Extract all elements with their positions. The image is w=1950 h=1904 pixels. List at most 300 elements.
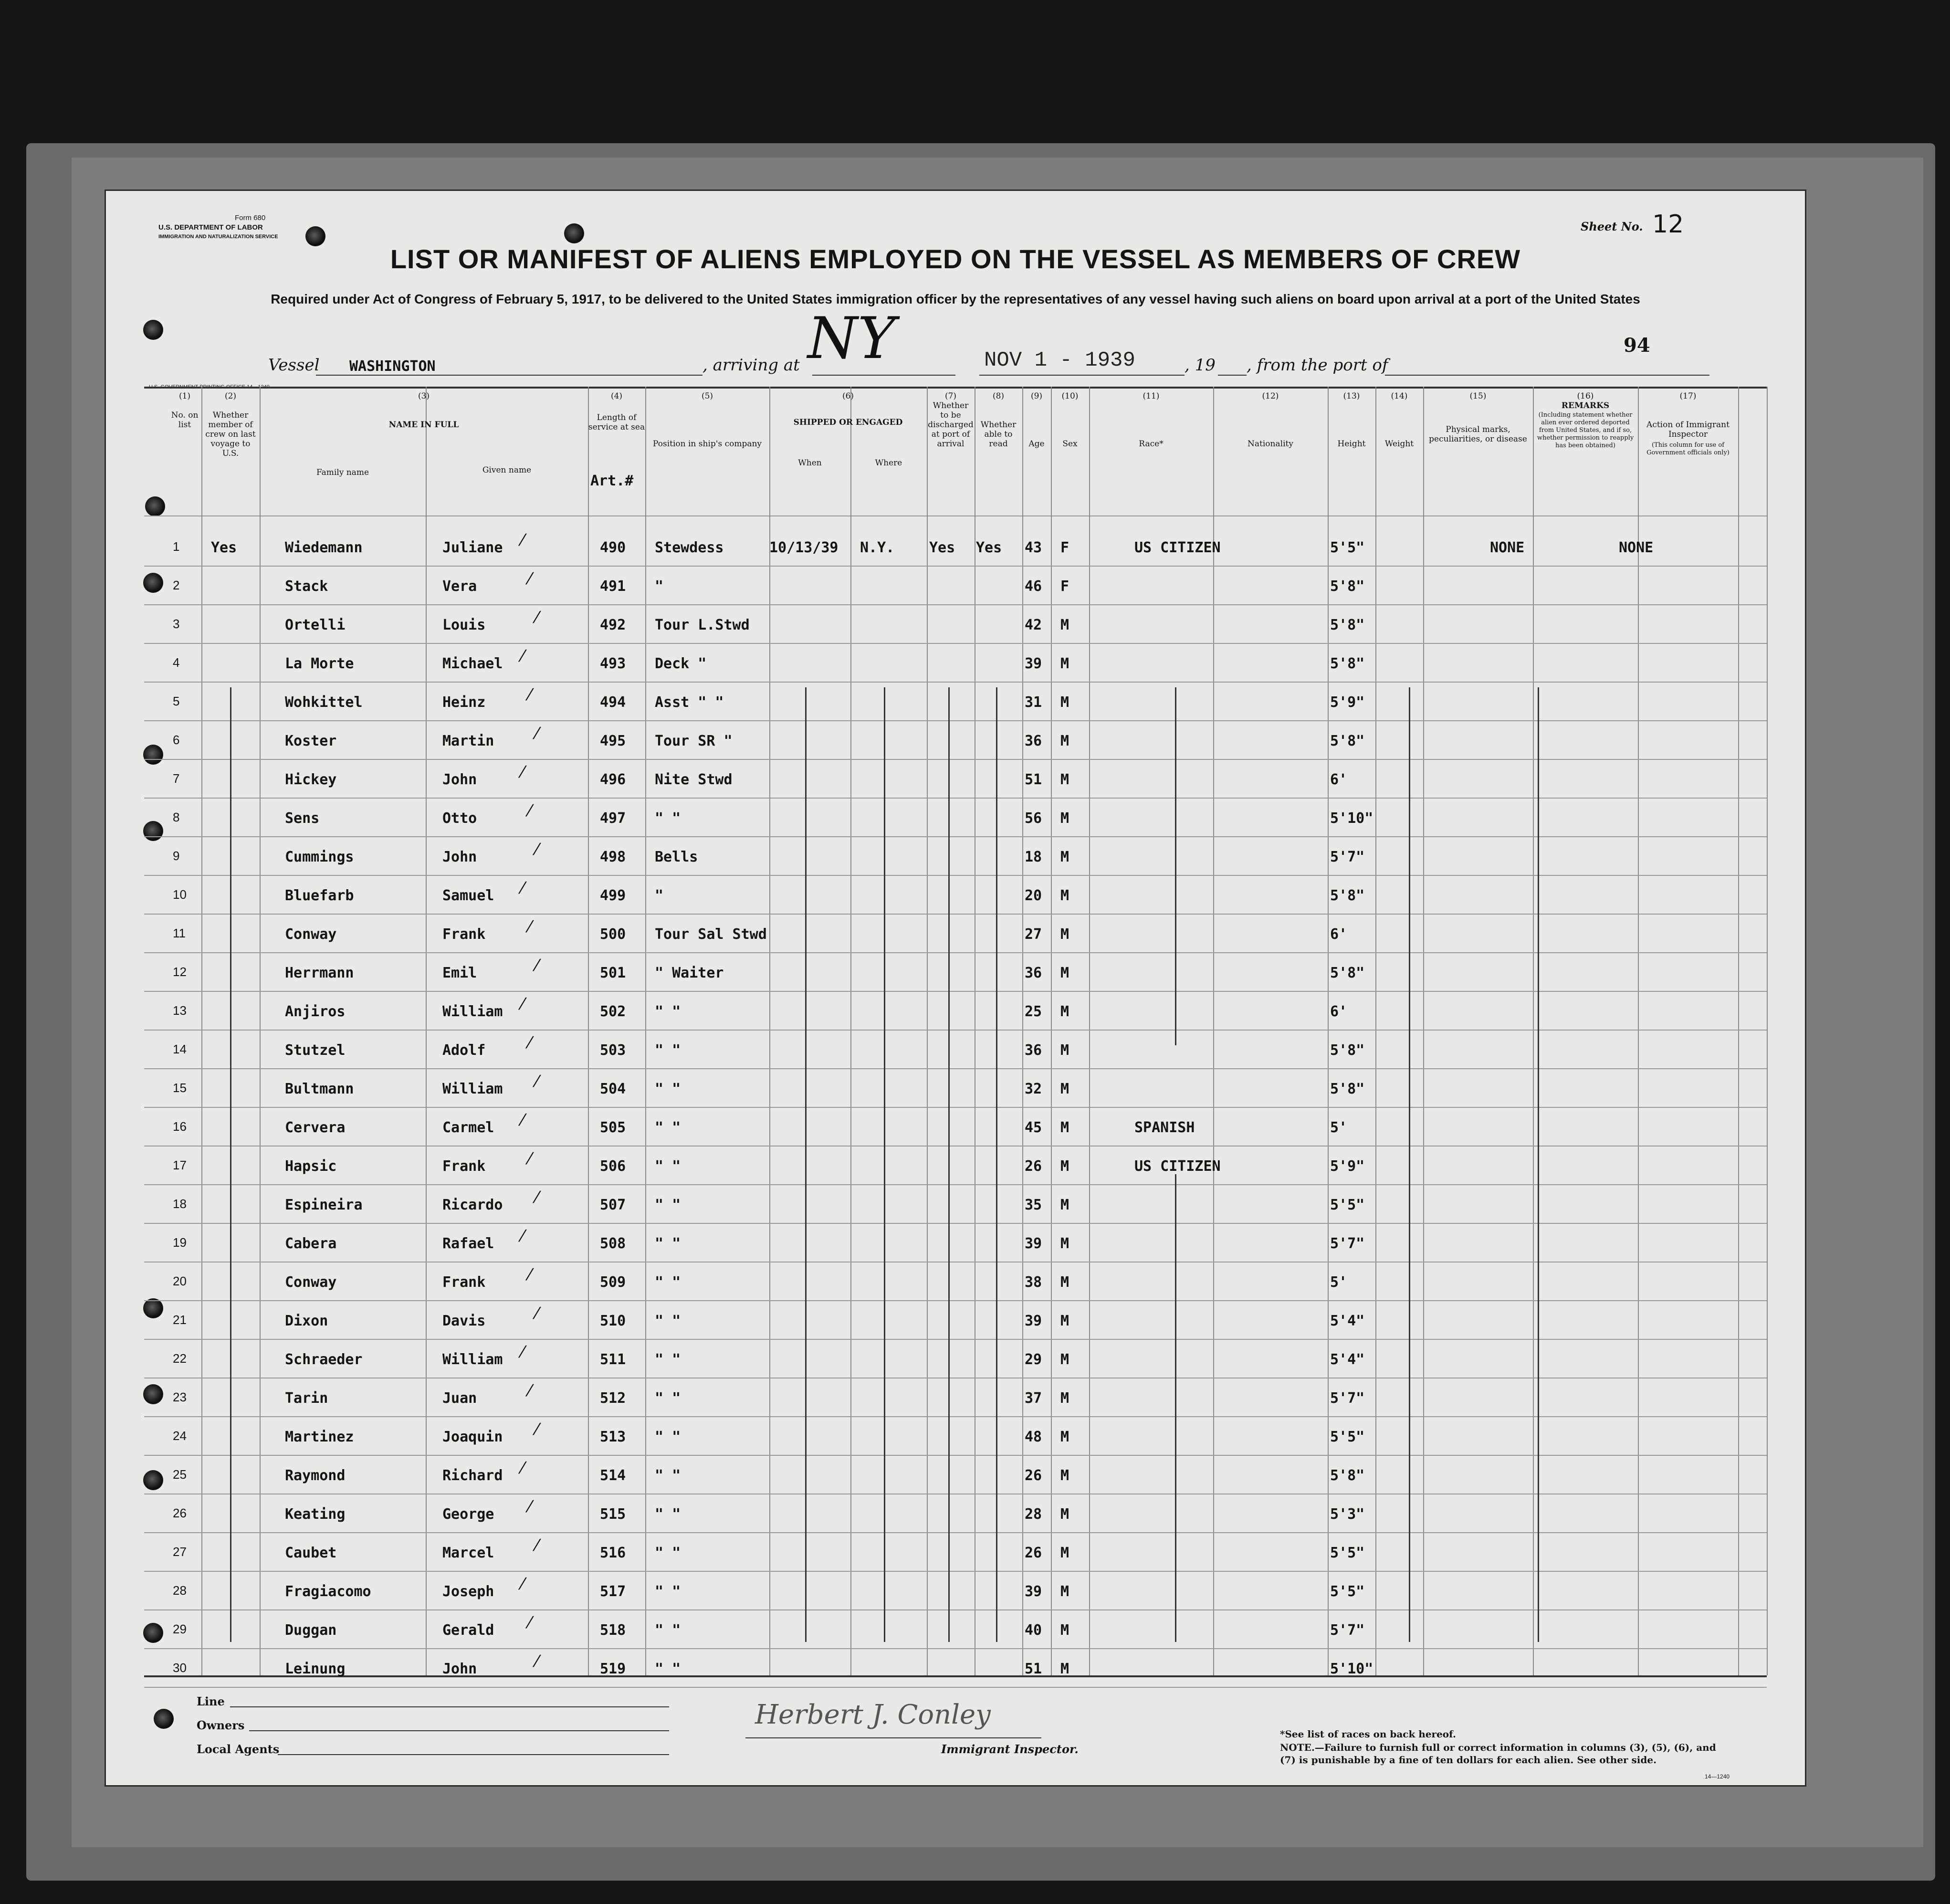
age-cell: 26 <box>1025 1467 1042 1484</box>
table-row <box>106 647 1805 684</box>
header-when: When <box>798 458 822 468</box>
sex-cell: M <box>1060 1467 1069 1484</box>
check-tick-icon: ⁄ <box>535 1536 538 1555</box>
header-physical-marks: Physical marks, peculiarities, or disease <box>1429 425 1527 444</box>
row-number: 18 <box>173 1197 187 1211</box>
age-cell: 51 <box>1025 1661 1042 1677</box>
service-cell: 498 <box>600 849 626 865</box>
footer-owners-label: Owners <box>197 1718 245 1732</box>
height-cell: 5'9" <box>1330 1158 1365 1175</box>
family-name-cell: Cabera <box>285 1235 337 1252</box>
row-number: 12 <box>173 965 187 979</box>
sex-cell: F <box>1060 578 1069 595</box>
service-cell: 506 <box>600 1158 626 1175</box>
header-position: Position in ship's company <box>652 439 762 449</box>
given-name-cell: Carmel <box>442 1119 494 1136</box>
family-name-cell: Hapsic <box>285 1158 337 1175</box>
check-tick-icon: ⁄ <box>528 685 531 705</box>
given-name-cell: Martin <box>442 733 494 749</box>
table-row <box>106 1381 1805 1419</box>
check-tick-icon: ⁄ <box>535 1420 538 1439</box>
service-cell: 516 <box>600 1545 626 1561</box>
height-cell: 5'5" <box>1330 1197 1365 1213</box>
vessel-name: WASHINGTON <box>349 358 436 375</box>
age-cell: 25 <box>1025 1003 1042 1020</box>
age-cell: 20 <box>1025 887 1042 904</box>
race-cell: US CITIZEN <box>1134 539 1221 556</box>
age-cell: 43 <box>1025 539 1042 556</box>
position-cell: " " <box>655 1003 681 1020</box>
remarks-cell: NONE <box>1619 539 1654 556</box>
age-cell: 56 <box>1025 810 1042 827</box>
height-cell: 5'4" <box>1330 1313 1365 1329</box>
age-cell: 51 <box>1025 771 1042 788</box>
sheet-no-label: Sheet No. <box>1581 220 1643 233</box>
check-tick-icon: ⁄ <box>528 1265 531 1284</box>
header-bottom-rule <box>144 515 1767 516</box>
sex-cell: M <box>1060 849 1069 865</box>
marks-cell: NONE <box>1490 539 1525 556</box>
service-cell: 492 <box>600 617 626 633</box>
family-name-cell: Cervera <box>285 1119 346 1136</box>
given-name-cell: Gerald <box>442 1622 494 1639</box>
inspector-signature: Herbert J. Conley <box>755 1699 991 1730</box>
check-tick-icon: ⁄ <box>535 840 538 859</box>
row-number: 13 <box>173 1003 187 1018</box>
service-cell: 510 <box>600 1313 626 1329</box>
sex-cell: F <box>1060 539 1069 556</box>
col-number: (10) <box>1061 391 1079 401</box>
given-name-cell: Emil <box>442 965 477 981</box>
age-cell: 42 <box>1025 617 1042 633</box>
given-name-cell: Joaquin <box>442 1429 503 1445</box>
family-name-cell: Fragiacomo <box>285 1583 371 1600</box>
check-tick-icon: ⁄ <box>528 1149 531 1168</box>
position-cell: " " <box>655 1429 681 1445</box>
service-cell: 500 <box>600 926 626 943</box>
age-cell: 48 <box>1025 1429 1042 1445</box>
position-cell: Tour Sal Stwd <box>655 926 767 943</box>
table-row <box>106 724 1805 761</box>
sex-cell: M <box>1060 1274 1069 1291</box>
footer-agents-label: Local Agents <box>197 1742 280 1756</box>
col-number: (16) <box>1577 391 1594 401</box>
header-action-sub: (This column for use of Government officials only) <box>1646 442 1730 456</box>
given-name-cell: Michael <box>442 655 503 672</box>
check-tick-icon: ⁄ <box>521 531 524 550</box>
table-row <box>106 995 1805 1032</box>
age-cell: 36 <box>1025 733 1042 749</box>
family-name-cell: Anjiros <box>285 1003 346 1020</box>
age-cell: 39 <box>1025 1235 1042 1252</box>
check-tick-icon: ⁄ <box>528 1497 531 1516</box>
row-number: 30 <box>173 1661 187 1675</box>
table-row <box>106 685 1805 723</box>
age-cell: 39 <box>1025 1583 1042 1600</box>
family-name-cell: Stutzel <box>285 1042 346 1059</box>
signature-underline <box>745 1737 1041 1738</box>
table-row <box>106 917 1805 955</box>
family-name-cell: Keating <box>285 1506 346 1523</box>
header-remarks: REMARKS <box>1561 401 1610 410</box>
row-number: 29 <box>173 1622 187 1636</box>
header-length-service: Length of service at sea <box>588 413 645 432</box>
footer-code: 14—1240 <box>1705 1773 1730 1780</box>
punch-hole-icon <box>564 223 584 243</box>
position-cell: " " <box>655 1390 681 1407</box>
check-tick-icon: ⁄ <box>528 1033 531 1052</box>
position-cell: " " <box>655 1622 681 1639</box>
header-weight: Weight <box>1384 439 1414 449</box>
footer-line-underline <box>230 1706 669 1707</box>
ditto-line <box>996 687 997 1642</box>
table-row <box>106 1613 1805 1651</box>
row-number: 19 <box>173 1235 187 1250</box>
service-cell: 491 <box>600 578 626 595</box>
col-number: (1) <box>178 391 191 401</box>
year-underline <box>1218 375 1247 376</box>
service-cell: 490 <box>600 539 626 556</box>
from-port-label: , from the port of <box>1247 356 1388 375</box>
check-tick-icon: ⁄ <box>521 647 524 666</box>
position-cell: Nite Stwd <box>655 771 733 788</box>
footer-agents-underline <box>278 1754 669 1755</box>
row-number: 22 <box>173 1351 187 1366</box>
table-row <box>106 1652 1805 1689</box>
sex-cell: M <box>1060 1622 1069 1639</box>
check-tick-icon: ⁄ <box>535 1652 538 1671</box>
height-cell: 5'9" <box>1330 694 1365 711</box>
row-number: 1 <box>173 539 180 554</box>
given-name-cell: John <box>442 771 477 788</box>
position-cell: Tour L.Stwd <box>655 617 750 633</box>
header-name-in-full: NAME IN FULL <box>388 420 459 430</box>
family-name-cell: Caubet <box>285 1545 337 1561</box>
position-cell: " " <box>655 1119 681 1136</box>
family-name-cell: Dixon <box>285 1313 328 1329</box>
height-cell: 5'4" <box>1330 1351 1365 1368</box>
height-cell: 5'5" <box>1330 539 1365 556</box>
service-cell: 501 <box>600 965 626 981</box>
given-name-cell: Frank <box>442 926 486 943</box>
service-cell: 494 <box>600 694 626 711</box>
age-cell: 26 <box>1025 1158 1042 1175</box>
sex-cell: M <box>1060 1081 1069 1097</box>
page-title: LIST OR MANIFEST OF ALIENS EMPLOYED ON THE VESSEL AS MEMBERS OF CREW <box>390 244 1521 274</box>
given-name-cell: John <box>442 849 477 865</box>
header-member-last-voyage: Whether member of crew on last voyage to U.S. <box>205 410 256 458</box>
col-number: (12) <box>1262 391 1279 401</box>
position-cell: " " <box>655 1467 681 1484</box>
table-row <box>106 1536 1805 1573</box>
header-height: Height <box>1337 439 1366 449</box>
arriving-port-handwritten: NY <box>807 305 896 372</box>
given-name-cell: George <box>442 1506 494 1523</box>
sheet-no-value: 12 <box>1652 210 1684 239</box>
arriving-label: , arriving at <box>702 356 800 375</box>
service-cell: 503 <box>600 1042 626 1059</box>
family-name-cell: Schraeder <box>285 1351 363 1368</box>
given-name-cell: Frank <box>442 1158 486 1175</box>
height-cell: 5'10" <box>1330 1661 1373 1677</box>
sex-cell: M <box>1060 733 1069 749</box>
row-number: 25 <box>173 1467 187 1482</box>
sex-cell: M <box>1060 1197 1069 1213</box>
row-number: 4 <box>173 655 180 670</box>
sex-cell: M <box>1060 1003 1069 1020</box>
position-cell: " " <box>655 1235 681 1252</box>
given-name-cell: Vera <box>442 578 477 595</box>
inspector-label: Immigrant Inspector. <box>941 1742 1079 1756</box>
check-tick-icon: ⁄ <box>528 1613 531 1632</box>
col-number: (7) <box>944 391 957 401</box>
sex-cell: M <box>1060 694 1069 711</box>
col-number: (9) <box>1030 391 1043 401</box>
service-cell: 504 <box>600 1081 626 1097</box>
row-number: 24 <box>173 1429 187 1443</box>
age-cell: 38 <box>1025 1274 1042 1291</box>
check-tick-icon: ⁄ <box>528 569 531 589</box>
sex-cell: M <box>1060 1042 1069 1059</box>
header-age: Age <box>1028 439 1045 449</box>
year-label: , 19 <box>1185 356 1216 375</box>
service-cell: 507 <box>600 1197 626 1213</box>
family-name-cell: La Morte <box>285 655 354 672</box>
table-row <box>106 1227 1805 1264</box>
family-name-cell: Hickey <box>285 771 337 788</box>
from-port-underline <box>1385 375 1709 376</box>
family-name-cell: Conway <box>285 1274 337 1291</box>
position-cell: Deck " <box>655 655 707 672</box>
given-name-cell: John <box>442 1661 477 1677</box>
col-number: (17) <box>1679 391 1697 401</box>
table-row <box>106 1265 1805 1303</box>
row-number: 10 <box>173 887 187 902</box>
service-cell: 505 <box>600 1119 626 1136</box>
header-nationality: Nationality <box>1248 439 1293 449</box>
sex-cell: M <box>1060 965 1069 981</box>
sex-cell: M <box>1060 926 1069 943</box>
family-name-cell: Ortelli <box>285 617 346 633</box>
check-tick-icon: ⁄ <box>528 1381 531 1400</box>
height-cell: 5'8" <box>1330 965 1365 981</box>
col-number: (2) <box>224 391 237 401</box>
col-number: (11) <box>1143 391 1160 401</box>
position-cell: Tour SR " <box>655 733 733 749</box>
check-tick-icon: ⁄ <box>521 1459 524 1478</box>
position-cell: " " <box>655 1042 681 1059</box>
col-number: (8) <box>992 391 1005 401</box>
sex-cell: M <box>1060 1158 1069 1175</box>
table-row <box>106 569 1805 607</box>
check-tick-icon: ⁄ <box>535 1304 538 1323</box>
service-cell: 518 <box>600 1622 626 1639</box>
service-cell: 517 <box>600 1583 626 1600</box>
manifest-sheet <box>106 191 1805 1785</box>
sex-cell: M <box>1060 887 1069 904</box>
table-row <box>106 1575 1805 1612</box>
position-cell: " " <box>655 1158 681 1175</box>
position-cell: " " <box>655 1351 681 1368</box>
sex-cell: M <box>1060 1429 1069 1445</box>
row-number: 20 <box>173 1274 187 1288</box>
header-action: Action of Immigrant Inspector <box>1646 420 1730 439</box>
race-cell: SPANISH <box>1134 1119 1195 1136</box>
discharged-cell: Yes <box>929 539 955 556</box>
page-subtitle: Required under Act of Congress of February 5, 1917, to be delivered to the United States immigration officer by the representatives of any vessel having such aliens on board upon arrival at a port of the United States <box>271 292 1640 306</box>
given-name-cell: Richard <box>442 1467 503 1484</box>
header-discharged: Whether to be discharged at port of arrival <box>928 401 974 449</box>
height-cell: 6' <box>1330 926 1348 943</box>
height-cell: 5'7" <box>1330 1235 1365 1252</box>
check-tick-icon: ⁄ <box>535 1072 538 1091</box>
service-cell: 496 <box>600 771 626 788</box>
height-cell: 6' <box>1330 771 1348 788</box>
check-tick-icon: ⁄ <box>535 608 538 627</box>
service-cell: 519 <box>600 1661 626 1677</box>
punch-hole-icon <box>145 496 165 516</box>
age-cell: 37 <box>1025 1390 1042 1407</box>
sex-cell: M <box>1060 771 1069 788</box>
race-note: *See list of races on back hereof. <box>1280 1728 1457 1740</box>
header-shipped-engaged: SHIPPED OR ENGAGED <box>793 418 903 427</box>
position-cell: Asst " " <box>655 694 724 711</box>
age-cell: 39 <box>1025 655 1042 672</box>
row-number: 5 <box>173 694 180 708</box>
given-name-cell: Rafael <box>442 1235 494 1252</box>
table-top-rule <box>144 387 1767 389</box>
given-name-cell: Marcel <box>442 1545 494 1561</box>
race-cell: US CITIZEN <box>1134 1158 1221 1175</box>
header-race: Race* <box>1139 439 1164 449</box>
height-cell: 5'8" <box>1330 617 1365 633</box>
row-number: 15 <box>173 1081 187 1095</box>
height-cell: 6' <box>1330 1003 1348 1020</box>
vessel-underline <box>316 375 702 376</box>
col-number: (5) <box>701 391 713 401</box>
table-row <box>106 1111 1805 1148</box>
family-name-cell: Wiedemann <box>285 539 363 556</box>
age-cell: 32 <box>1025 1081 1042 1097</box>
date-stamp: NOV 1 - 1939 <box>984 348 1135 372</box>
service-cell: 502 <box>600 1003 626 1020</box>
position-cell: " " <box>655 1313 681 1329</box>
family-name-cell: Wohkittel <box>285 694 363 711</box>
position-cell: " Waiter <box>655 965 724 981</box>
row-number: 16 <box>173 1119 187 1134</box>
vessel-label: Vessel <box>268 356 320 375</box>
family-name-cell: Herrmann <box>285 965 354 981</box>
age-cell: 26 <box>1025 1545 1042 1561</box>
sex-cell: M <box>1060 810 1069 827</box>
height-cell: 5'8" <box>1330 887 1365 904</box>
table-row <box>106 801 1805 839</box>
check-tick-icon: ⁄ <box>521 1111 524 1130</box>
header-sex: Sex <box>1062 439 1078 449</box>
family-name-cell: Martinez <box>285 1429 354 1445</box>
check-tick-icon: ⁄ <box>521 1343 524 1362</box>
page-number: 94 <box>1624 334 1650 357</box>
given-name-cell: Heinz <box>442 694 486 711</box>
service-cell: 495 <box>600 733 626 749</box>
check-tick-icon: ⁄ <box>535 956 538 975</box>
service-cell: 513 <box>600 1429 626 1445</box>
check-tick-icon: ⁄ <box>521 763 524 782</box>
table-row <box>106 1420 1805 1457</box>
row-number: 17 <box>173 1158 187 1172</box>
position-cell: Stewdess <box>655 539 724 556</box>
department-name: U.S. DEPARTMENT OF LABOR <box>158 223 263 231</box>
ditto-line <box>230 687 231 1642</box>
age-cell: 28 <box>1025 1506 1042 1523</box>
header-where: Where <box>875 458 902 468</box>
footer-line-label: Line <box>197 1694 225 1708</box>
given-name-cell: William <box>442 1003 503 1020</box>
row-number: 27 <box>173 1545 187 1559</box>
sex-cell: M <box>1060 1506 1069 1523</box>
given-name-cell: Frank <box>442 1274 486 1291</box>
service-cell: 512 <box>600 1390 626 1407</box>
table-row <box>106 1072 1805 1109</box>
arriving-underline <box>812 375 955 376</box>
row-number: 26 <box>173 1506 187 1520</box>
table-row <box>106 1497 1805 1535</box>
sex-cell: M <box>1060 1583 1069 1600</box>
punch-hole-icon <box>143 320 163 340</box>
table-row <box>106 1304 1805 1341</box>
service-cell: 511 <box>600 1351 626 1368</box>
col-number: (13) <box>1343 391 1360 401</box>
position-cell: " " <box>655 1583 681 1600</box>
col-number: (4) <box>610 391 623 401</box>
height-cell: 5'7" <box>1330 849 1365 865</box>
height-cell: 5'8" <box>1330 1042 1365 1059</box>
family-name-cell: Cummings <box>285 849 354 865</box>
row-number: 21 <box>173 1313 187 1327</box>
sex-cell: M <box>1060 1351 1069 1368</box>
table-row <box>106 1459 1805 1496</box>
service-name: IMMIGRATION AND NATURALIZATION SERVICE <box>158 234 278 240</box>
check-tick-icon: ⁄ <box>521 1227 524 1246</box>
height-cell: 5'3" <box>1330 1506 1365 1523</box>
given-name-cell: Davis <box>442 1313 486 1329</box>
check-tick-icon: ⁄ <box>535 724 538 743</box>
family-name-cell: Espineira <box>285 1197 363 1213</box>
footer-owners-underline <box>249 1730 669 1731</box>
row-number: 11 <box>173 926 186 940</box>
table-row <box>106 1188 1805 1225</box>
table-row <box>106 840 1805 877</box>
sex-cell: M <box>1060 1661 1069 1677</box>
check-tick-icon: ⁄ <box>521 879 524 898</box>
family-name-cell: Tarin <box>285 1390 328 1407</box>
table-row <box>106 763 1805 800</box>
check-tick-icon: ⁄ <box>521 1575 524 1594</box>
header-art-mark: Art.# <box>590 473 634 489</box>
height-cell: 5'5" <box>1330 1429 1365 1445</box>
row-number: 7 <box>173 771 180 786</box>
row-number: 23 <box>173 1390 187 1404</box>
position-cell: " " <box>655 1197 681 1213</box>
position-cell: Bells <box>655 849 698 865</box>
ditto-line <box>1538 687 1539 1642</box>
height-cell: 5'8" <box>1330 655 1365 672</box>
penalty-note: NOTE.—Failure to furnish full or correct information in columns (3), (5), (6), and (7) is punishable by a fine of ten dollars for each alien. See other side. <box>1280 1742 1716 1766</box>
age-cell: 45 <box>1025 1119 1042 1136</box>
service-cell: 497 <box>600 810 626 827</box>
header-given-name: Given name <box>482 465 532 475</box>
family-name-cell: Stack <box>285 578 328 595</box>
